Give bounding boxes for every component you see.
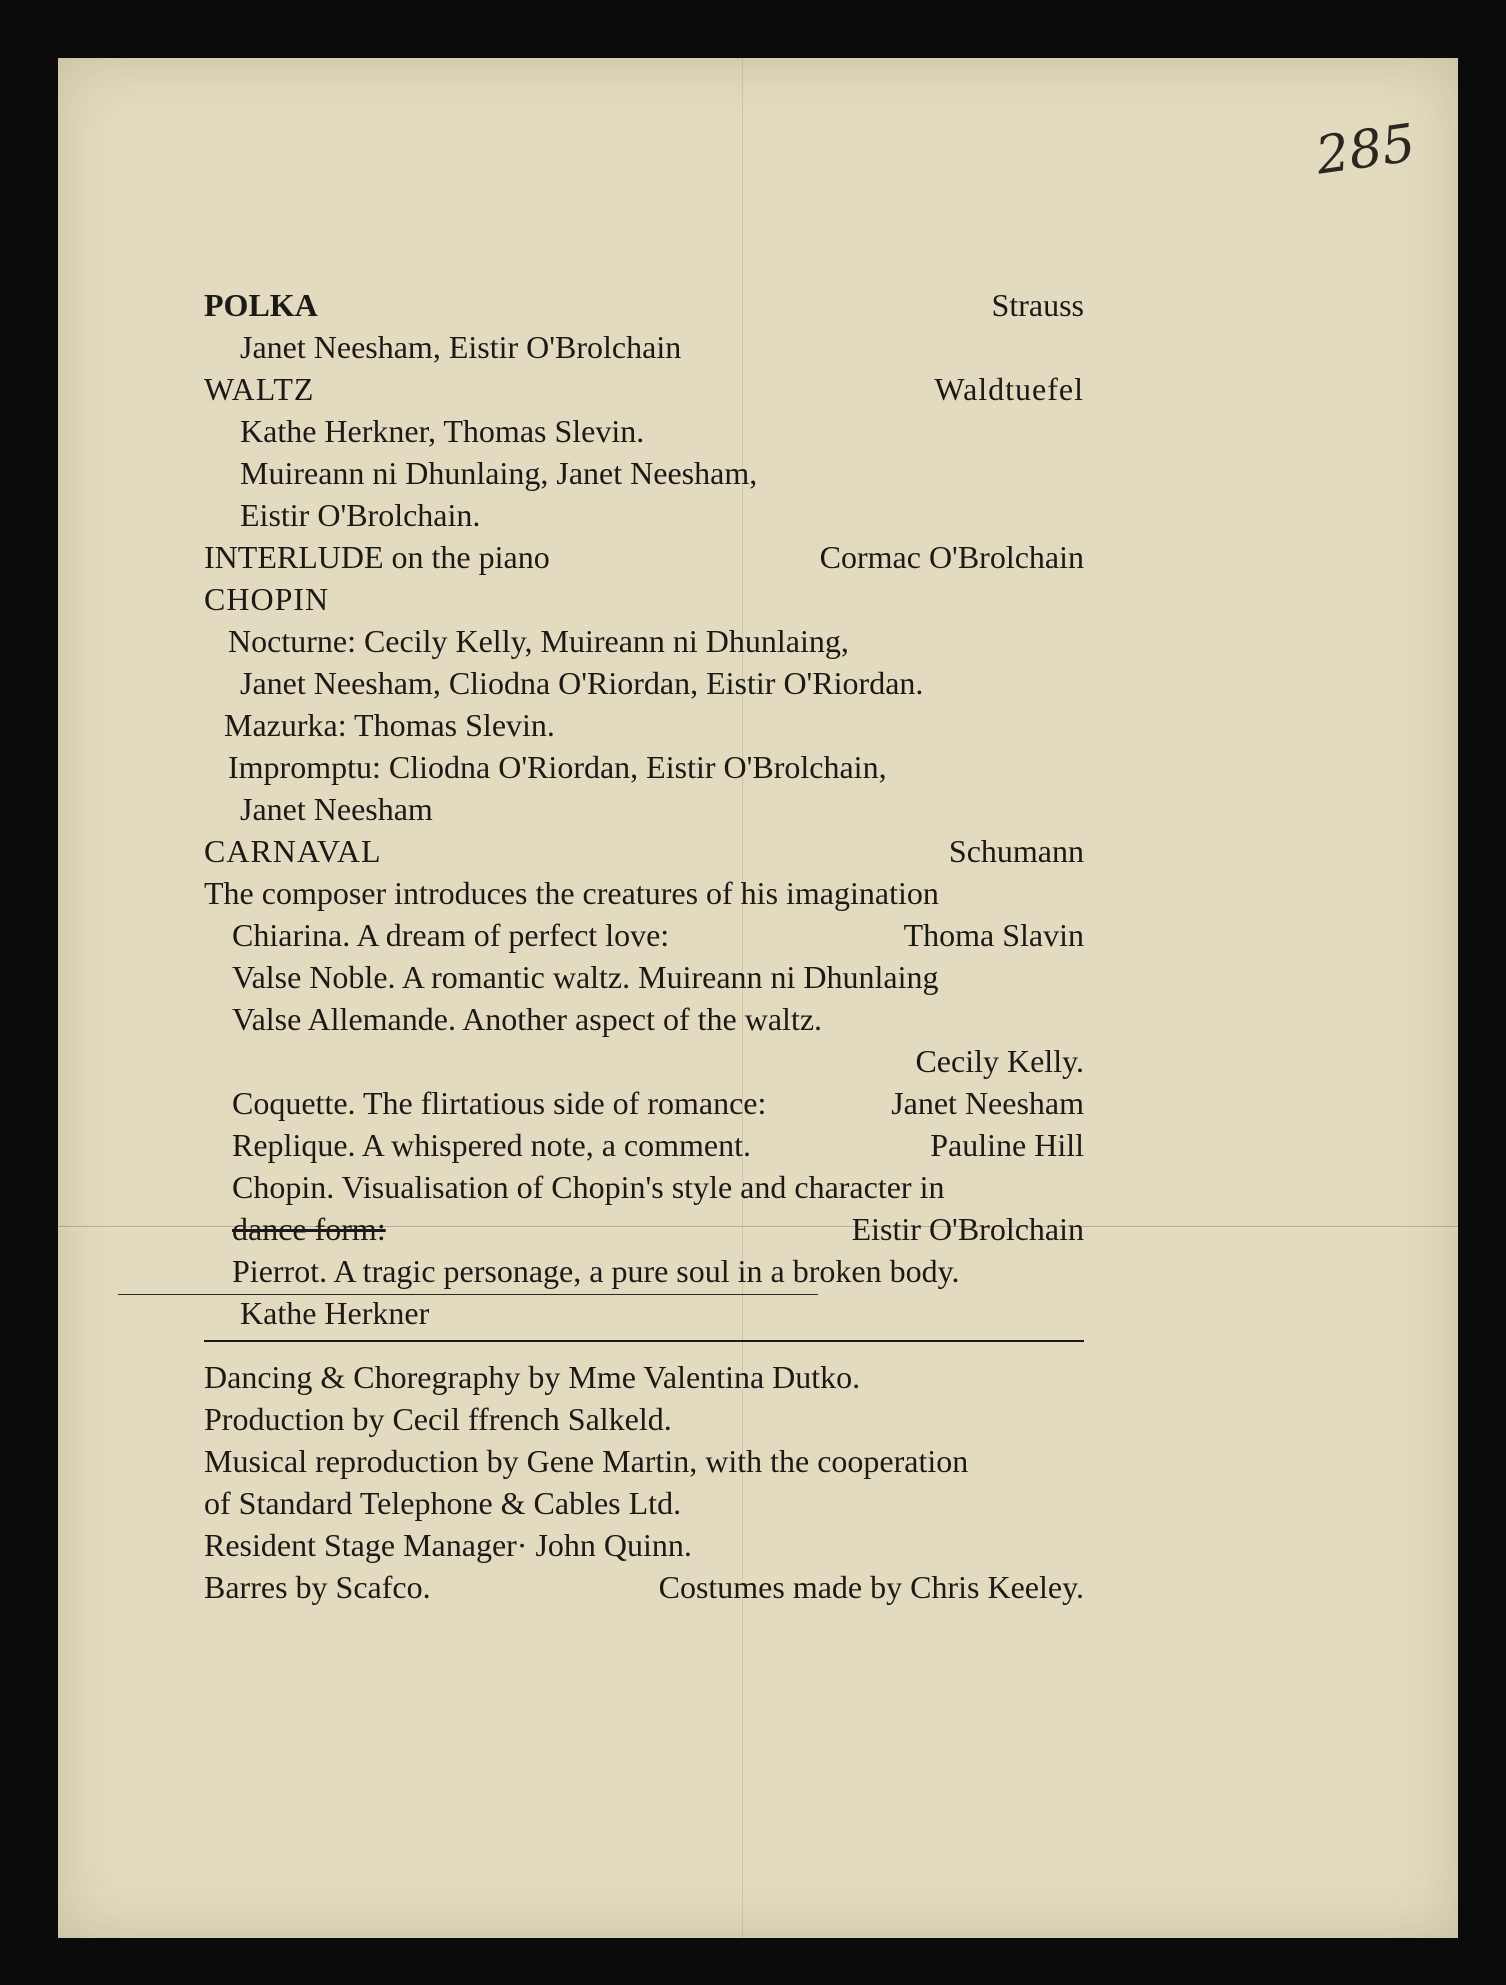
program-line: POLKA Strauss xyxy=(204,287,1084,323)
program-line: Janet Neesham, Eistir O'Brolchain xyxy=(240,329,682,365)
program-line: Janet Neesham, Cliodna O'Riordan, Eistir O'Riordan. xyxy=(240,665,924,701)
program-line: Replique. A whispered note, a comment. Pauline Hill xyxy=(232,1127,1084,1163)
credit-line: of Standard Telephone & Cables Ltd. xyxy=(204,1485,682,1521)
credit-line: Barres by Scafco. Costumes made by Chris Keeley. xyxy=(204,1569,1084,1605)
program-line: Impromptu: Cliodna O'Riordan, Eistir O'Brolchain, xyxy=(228,749,887,785)
credit-line: Production by Cecil ffrench Salkeld. xyxy=(204,1401,672,1437)
program-line: Mazurka: Thomas Slevin. xyxy=(224,707,555,743)
program-line: Kathe Herkner xyxy=(240,1295,430,1331)
program-line: INTERLUDE on the piano Cormac O'Brolchain xyxy=(204,539,1084,575)
program-line: Muireann ni Dhunlaing, Janet Neesham, xyxy=(240,455,758,491)
program-line: Chopin. Visualisation of Chopin's style and character in xyxy=(232,1169,945,1205)
program-line: Eistir O'Brolchain. xyxy=(240,497,481,533)
handwritten-page-number: 285 xyxy=(1312,113,1419,187)
program-line: Cecily Kelly. xyxy=(915,1043,1084,1079)
program-line: Nocturne: Cecily Kelly, Muireann ni Dhunlaing, xyxy=(228,623,849,659)
program-line: The composer introduces the creatures of his imagination xyxy=(204,875,939,911)
credit-line: Musical reproduction by Gene Martin, with the cooperation xyxy=(204,1443,969,1479)
program-line: Janet Neesham xyxy=(240,791,433,827)
program-line: CHOPIN xyxy=(204,581,330,617)
program-line: Valse Noble. A romantic waltz. Muireann ni Dhunlaing xyxy=(232,959,939,995)
program-line: Valse Allemande. Another aspect of the waltz. xyxy=(232,1001,823,1037)
program-line: Kathe Herkner, Thomas Slevin. xyxy=(240,413,645,449)
program-line: CARNAVAL Schumann xyxy=(204,833,1084,869)
program-line: WALTZ Waldtuefel xyxy=(204,371,1084,407)
program-line: Chiarina. A dream of perfect love: Thoma Slavin xyxy=(232,917,1084,953)
program-line: Coquette. The flirtatious side of romance: Janet Neesham xyxy=(232,1085,1084,1121)
program-line: Pierrot. A tragic personage, a pure soul in a broken body. xyxy=(232,1253,960,1289)
credit-line: Dancing & Choregraphy by Mme Valentina Dutko. xyxy=(204,1359,861,1395)
program-line: dance form: Eistir O'Brolchain xyxy=(232,1211,1084,1247)
credit-line: Resident Stage Manager· John Quinn. xyxy=(204,1527,692,1563)
section-divider xyxy=(204,1340,1084,1342)
